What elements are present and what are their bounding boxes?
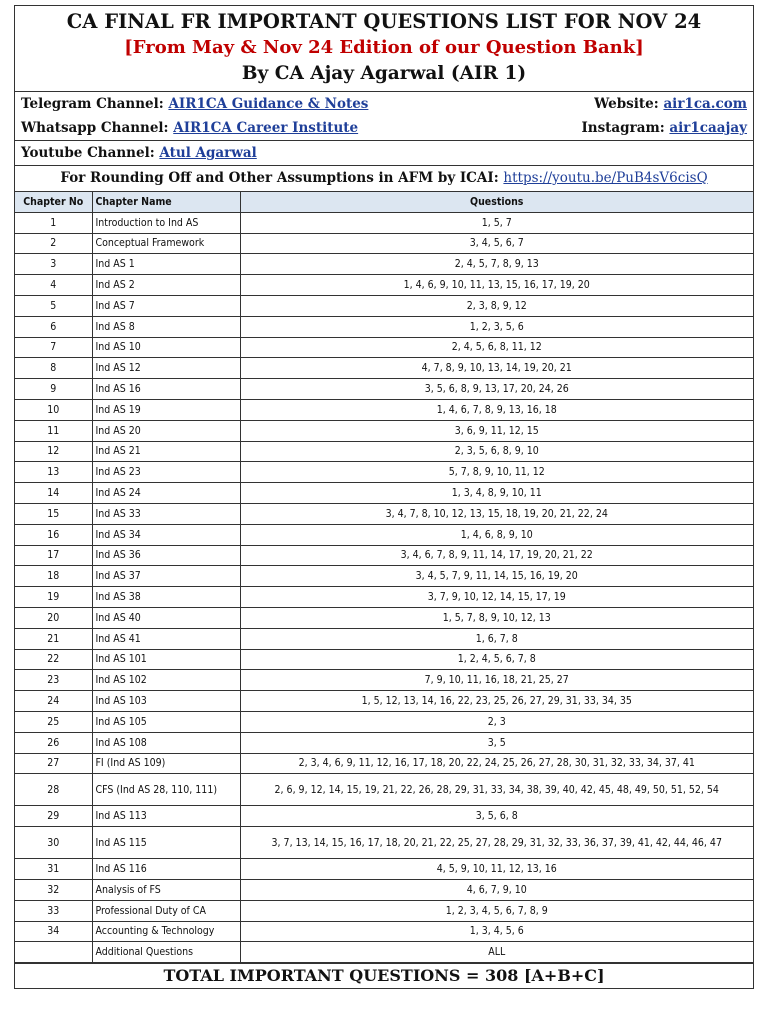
chapter-name-cell: Additional Questions	[92, 942, 240, 963]
whatsapp-link[interactable]: AIR1CA Career Institute	[173, 120, 359, 136]
table-row	[15, 524, 753, 545]
questions-cell: 4, 5, 9, 10, 11, 12, 13, 16	[240, 859, 753, 880]
chapter-name-cell: Ind AS 101	[92, 649, 240, 670]
chapter-no-cell: 24	[15, 691, 92, 712]
header-questions: Questions	[240, 192, 753, 212]
chapter-no-cell: 10	[15, 399, 92, 420]
website-link[interactable]: air1ca.com	[663, 96, 747, 112]
questions-cell: 4, 6, 7, 9, 10	[240, 879, 753, 900]
chapter-name-cell: Ind AS 38	[92, 587, 240, 608]
table-row	[15, 942, 753, 963]
chapter-name-cell: Ind AS 105	[92, 711, 240, 732]
chapter-no-cell: 18	[15, 566, 92, 587]
youtube-label: Youtube Channel:	[21, 145, 155, 161]
whatsapp-label: Whatsapp Channel:	[21, 120, 169, 136]
chapter-no-cell: 28	[15, 774, 92, 806]
table-row	[15, 711, 753, 732]
table-row	[15, 503, 753, 524]
links-row-whatsapp	[21, 116, 747, 140]
chapter-name-cell: Ind AS 23	[92, 462, 240, 483]
questions-cell: 3, 4, 5, 7, 9, 11, 14, 15, 16, 19, 20	[240, 566, 753, 587]
questions-cell: 2, 3, 4, 6, 9, 11, 12, 16, 17, 18, 20, 22, 24, 25, 26, 27, 28, 30, 31, 32, 33, 34, 37, 41	[240, 753, 753, 774]
table-row	[15, 483, 753, 504]
questions-cell: 2, 3, 8, 9, 12	[240, 295, 753, 316]
chapter-name-cell: Ind AS 8	[92, 316, 240, 337]
chapter-name-cell: Ind AS 7	[92, 295, 240, 316]
table-row	[15, 545, 753, 566]
table-row	[15, 774, 753, 806]
questions-cell: 3, 7, 9, 10, 12, 14, 15, 17, 19	[240, 587, 753, 608]
document-author: By CA Ajay Agarwal (AIR 1)	[241, 63, 527, 84]
chapter-no-cell: 27	[15, 753, 92, 774]
chapter-name-cell: Ind AS 33	[92, 503, 240, 524]
chapter-no-cell: 5	[15, 295, 92, 316]
youtube-link[interactable]: Atul Agarwal	[159, 145, 257, 161]
questions-cell: 1, 5, 7	[240, 212, 753, 233]
chapter-no-cell: 17	[15, 545, 92, 566]
table-row	[15, 254, 753, 275]
questions-cell: 1, 4, 6, 8, 9, 10	[240, 524, 753, 545]
chapter-no-cell: 7	[15, 337, 92, 358]
table-row	[15, 879, 753, 900]
chapter-name-cell: Ind AS 10	[92, 337, 240, 358]
chapter-name-cell: Ind AS 16	[92, 379, 240, 400]
chapter-no-cell: 4	[15, 275, 92, 296]
chapter-no-cell: 22	[15, 649, 92, 670]
questions-cell: 1, 3, 4, 8, 9, 10, 11	[240, 483, 753, 504]
questions-cell: 1, 2, 3, 5, 6	[240, 316, 753, 337]
chapter-name-cell: Ind AS 102	[92, 670, 240, 691]
chapter-no-cell: 26	[15, 732, 92, 753]
afm-note	[15, 166, 753, 192]
chapter-name-cell: Ind AS 24	[92, 483, 240, 504]
chapter-no-cell: 12	[15, 441, 92, 462]
questions-cell: ALL	[240, 942, 753, 963]
table-row	[15, 379, 753, 400]
questions-cell: 2, 4, 5, 7, 8, 9, 13	[240, 254, 753, 275]
chapter-no-cell: 31	[15, 859, 92, 880]
chapter-no-cell: 25	[15, 711, 92, 732]
chapter-no-cell: 29	[15, 806, 92, 827]
questions-cell: 2, 3, 5, 6, 8, 9, 10	[240, 441, 753, 462]
chapter-name-cell: Ind AS 36	[92, 545, 240, 566]
questions-cell: 2, 6, 9, 12, 14, 15, 19, 21, 22, 26, 28, 29, 31, 33, 34, 38, 39, 40, 42, 45, 48, 49, 50, 51, 52, 54	[240, 774, 753, 806]
chapter-name-cell: Accounting & Technology	[92, 921, 240, 942]
document-title: CA FINAL FR IMPORTANT QUESTIONS LIST FOR NOV 24	[66, 10, 702, 33]
chapter-name-cell: Ind AS 41	[92, 628, 240, 649]
questions-cell: 3, 5	[240, 732, 753, 753]
chapter-name-cell: Introduction to Ind AS	[92, 212, 240, 233]
chapter-name-cell: Ind AS 115	[92, 827, 240, 859]
chapter-no-cell: 14	[15, 483, 92, 504]
chapter-no-cell: 8	[15, 358, 92, 379]
contact-links	[15, 92, 753, 166]
chapter-no-cell: 32	[15, 879, 92, 900]
questions-cell: 1, 3, 4, 5, 6	[240, 921, 753, 942]
questions-cell: 3, 4, 5, 6, 7	[240, 233, 753, 254]
table-row	[15, 337, 753, 358]
questions-cell: 3, 7, 13, 14, 15, 16, 17, 18, 20, 21, 22, 25, 27, 28, 29, 31, 32, 33, 36, 37, 39, 41, 42, 44, 46, 47	[240, 827, 753, 859]
questions-cell: 1, 4, 6, 7, 8, 9, 13, 16, 18	[240, 399, 753, 420]
website-label: Website:	[594, 96, 659, 112]
chapter-no-cell	[15, 942, 92, 963]
chapter-no-cell: 23	[15, 670, 92, 691]
questions-cell: 7, 9, 10, 11, 16, 18, 21, 25, 27	[240, 670, 753, 691]
chapter-name-cell: Conceptual Framework	[92, 233, 240, 254]
chapter-name-cell: Ind AS 20	[92, 420, 240, 441]
chapter-no-cell: 34	[15, 921, 92, 942]
chapter-name-cell: Ind AS 1	[92, 254, 240, 275]
chapter-no-cell: 33	[15, 900, 92, 921]
table-row	[15, 316, 753, 337]
table-header-row	[15, 192, 753, 212]
chapter-name-cell: Ind AS 108	[92, 732, 240, 753]
chapter-name-cell: Ind AS 37	[92, 566, 240, 587]
chapter-name-cell: Analysis of FS	[92, 879, 240, 900]
table-row	[15, 420, 753, 441]
chapter-name-cell: Professional Duty of CA	[92, 900, 240, 921]
chapter-no-cell: 9	[15, 379, 92, 400]
document-subtitle: [From May & Nov 24 Edition of our Question Bank]	[124, 37, 644, 58]
header-chapter-no: Chapter No	[15, 192, 92, 212]
telegram-link[interactable]: AIR1CA Guidance & Notes	[168, 96, 369, 112]
total-questions: TOTAL IMPORTANT QUESTIONS = 308 [A+B+C]	[15, 963, 753, 988]
links-row-telegram	[21, 92, 747, 116]
chapter-name-cell: Ind AS 103	[92, 691, 240, 712]
chapter-name-cell: CFS (Ind AS 28, 110, 111)	[92, 774, 240, 806]
chapter-name-cell: FI (Ind AS 109)	[92, 753, 240, 774]
chapter-no-cell: 2	[15, 233, 92, 254]
table-row	[15, 900, 753, 921]
table-row	[15, 753, 753, 774]
table-row	[15, 806, 753, 827]
questions-cell: 3, 4, 7, 8, 10, 12, 13, 15, 18, 19, 20, 21, 22, 24	[240, 503, 753, 524]
questions-cell: 1, 6, 7, 8	[240, 628, 753, 649]
chapter-no-cell: 21	[15, 628, 92, 649]
table-row	[15, 295, 753, 316]
instagram-link[interactable]: air1caajay	[669, 120, 747, 136]
links-row-youtube	[15, 140, 753, 165]
chapter-no-cell: 15	[15, 503, 92, 524]
table-row	[15, 358, 753, 379]
afm-video-link[interactable]: https://youtu.be/PuB4sV6cisQ	[503, 170, 708, 186]
header-chapter-name: Chapter Name	[92, 192, 240, 212]
chapter-no-cell: 1	[15, 212, 92, 233]
afm-note-text: For Rounding Off and Other Assumptions in AFM by ICAI:	[60, 170, 499, 186]
table-body	[15, 212, 753, 962]
questions-cell: 2, 3	[240, 711, 753, 732]
table-row	[15, 566, 753, 587]
chapter-no-cell: 19	[15, 587, 92, 608]
table-row	[15, 859, 753, 880]
chapter-no-cell: 11	[15, 420, 92, 441]
questions-cell: 2, 4, 5, 6, 8, 11, 12	[240, 337, 753, 358]
table-row	[15, 607, 753, 628]
questions-table	[15, 192, 753, 963]
questions-cell: 5, 7, 8, 9, 10, 11, 12	[240, 462, 753, 483]
table-row	[15, 649, 753, 670]
table-row	[15, 827, 753, 859]
instagram-label: Instagram:	[581, 120, 665, 136]
chapter-name-cell: Ind AS 116	[92, 859, 240, 880]
table-row	[15, 628, 753, 649]
questions-cell: 1, 5, 7, 8, 9, 10, 12, 13	[240, 607, 753, 628]
table-row	[15, 670, 753, 691]
questions-cell: 1, 4, 6, 9, 10, 11, 13, 15, 16, 17, 19, 20	[240, 275, 753, 296]
chapter-name-cell: Ind AS 40	[92, 607, 240, 628]
questions-cell: 3, 5, 6, 8, 9, 13, 17, 20, 24, 26	[240, 379, 753, 400]
document-page	[14, 5, 754, 989]
chapter-name-cell: Ind AS 2	[92, 275, 240, 296]
chapter-name-cell: Ind AS 34	[92, 524, 240, 545]
telegram-label: Telegram Channel:	[21, 96, 164, 112]
chapter-no-cell: 16	[15, 524, 92, 545]
document-header	[15, 6, 753, 92]
chapter-no-cell: 30	[15, 827, 92, 859]
table-row	[15, 399, 753, 420]
questions-cell: 1, 5, 12, 13, 14, 16, 22, 23, 25, 26, 27, 29, 31, 33, 34, 35	[240, 691, 753, 712]
table-row	[15, 275, 753, 296]
questions-cell: 1, 2, 4, 5, 6, 7, 8	[240, 649, 753, 670]
table-row	[15, 462, 753, 483]
table-row	[15, 212, 753, 233]
chapter-no-cell: 13	[15, 462, 92, 483]
chapter-no-cell: 20	[15, 607, 92, 628]
questions-cell: 1, 2, 3, 4, 5, 6, 7, 8, 9	[240, 900, 753, 921]
chapter-name-cell: Ind AS 12	[92, 358, 240, 379]
chapter-name-cell: Ind AS 113	[92, 806, 240, 827]
questions-cell: 3, 4, 6, 7, 8, 9, 11, 14, 17, 19, 20, 21, 22	[240, 545, 753, 566]
chapter-no-cell: 3	[15, 254, 92, 275]
questions-cell: 3, 5, 6, 8	[240, 806, 753, 827]
table-row	[15, 587, 753, 608]
table-row	[15, 921, 753, 942]
table-row	[15, 233, 753, 254]
chapter-name-cell: Ind AS 19	[92, 399, 240, 420]
chapter-name-cell: Ind AS 21	[92, 441, 240, 462]
questions-cell: 4, 7, 8, 9, 10, 13, 14, 19, 20, 21	[240, 358, 753, 379]
chapter-no-cell: 6	[15, 316, 92, 337]
table-row	[15, 732, 753, 753]
table-row	[15, 691, 753, 712]
table-row	[15, 441, 753, 462]
questions-cell: 3, 6, 9, 11, 12, 15	[240, 420, 753, 441]
